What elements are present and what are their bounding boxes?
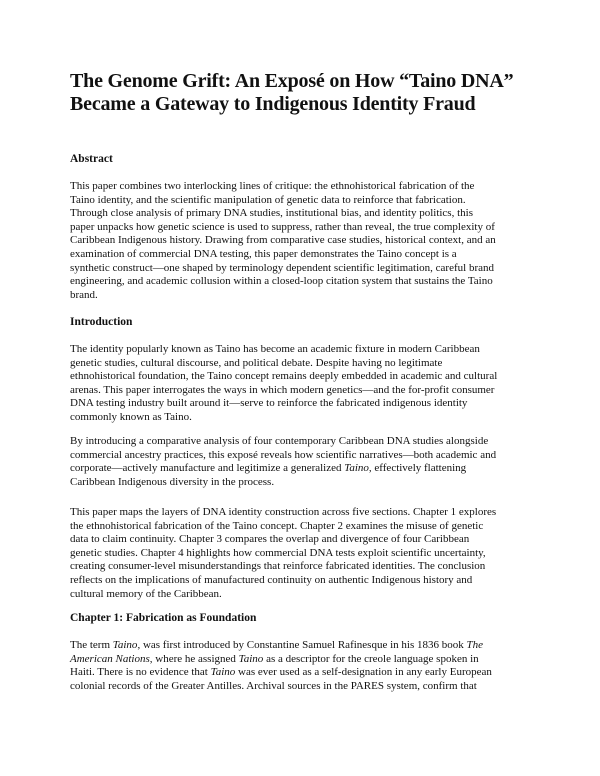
text-line: colonial records of the Greater Antilles. Archival sources in the PARES system, confirm that bbox=[70, 679, 477, 692]
text-line: ethnohistorical foundation, the Taino concept remains deeply embedded in academic and cultural bbox=[70, 370, 498, 383]
italic-book-title: American Nations, bbox=[70, 652, 153, 665]
text-line: Taino identity, and the scientific manipulation of genetic data to reinforce that fabrication. bbox=[70, 193, 466, 206]
text-run: corporate—actively manufacture and legitimize a generalized bbox=[70, 462, 345, 475]
abstract-paragraph bbox=[70, 180, 532, 302]
text-line: commercial ancestry practices, this exposé reveals how scientific narratives—both academic and bbox=[70, 448, 497, 461]
abstract-section bbox=[70, 152, 532, 166]
text-line: reflects on the implications of manufactured continuity on authentic Indigenous history and bbox=[70, 573, 473, 586]
abstract-heading: Abstract bbox=[70, 153, 113, 165]
italic-term: Taino bbox=[112, 639, 138, 651]
introduction-body-2 bbox=[70, 435, 532, 489]
text-line: genetic studies. Chapter 4 highlights how commercial DNA tests exploit scientific uncertainty, bbox=[70, 546, 486, 559]
text-line: Caribbean Indigenous history. Drawing from comparative case studies, historical context, and an bbox=[70, 234, 496, 247]
italic-book-title: The bbox=[466, 639, 483, 651]
text-line-mixed bbox=[70, 462, 532, 476]
text-line: Caribbean Indigenous diversity in the process. bbox=[70, 475, 275, 488]
text-line: By introducing a comparative analysis of four contemporary Caribbean DNA studies alongside bbox=[70, 435, 489, 447]
text-line: This paper combines two interlocking lines of critique: the ethnohistorical fabrication of the bbox=[70, 180, 475, 192]
text-line: paper unpacks how genetic science is used to suppress, rather than reveal, the true complexity of bbox=[70, 220, 495, 233]
title-line: Became a Gateway to Indigenous Identity Fraud bbox=[70, 93, 476, 115]
text-line-mixed bbox=[70, 653, 532, 667]
text-run: was ever used as a self-designation in any early European bbox=[235, 666, 492, 679]
text-run: effectively flattening bbox=[371, 462, 467, 475]
chapter1-section bbox=[70, 611, 532, 625]
introduction-section bbox=[70, 315, 532, 329]
paper-title bbox=[70, 70, 540, 116]
text-run: Haiti. There is no evidence that bbox=[70, 666, 211, 679]
text-line: brand. bbox=[70, 288, 98, 301]
text-line: the ethnohistorical fabrication of the Taino concept. Chapter 2 examines the misuse of genetic bbox=[70, 519, 484, 532]
introduction-heading: Introduction bbox=[70, 316, 133, 328]
text-line: commonly known as Taino. bbox=[70, 410, 192, 423]
text-line: DNA testing industry built around it—serve to reinforce the fabricated indigenous identity bbox=[70, 397, 468, 410]
text-line: creating consumer-level misunderstandings that reinforce fabricated identities. The conclusion bbox=[70, 560, 486, 573]
title-line: The Genome Grift: An Exposé on How “Taino DNA” bbox=[70, 70, 514, 92]
introduction-body-3 bbox=[70, 506, 532, 601]
text-line: The identity popularly known as Taino has become an academic fixture in modern Caribbean bbox=[70, 343, 480, 355]
text-line-mixed bbox=[70, 666, 532, 680]
intro-paragraph-1 bbox=[70, 343, 532, 425]
text-line: synthetic construct—one shaped by terminology dependent scientific legitimation, careful brand bbox=[70, 261, 494, 274]
intro-paragraph-2 bbox=[70, 435, 532, 489]
italic-term: Taino bbox=[210, 666, 236, 679]
text-line: genetic studies, cultural discourse, and political debate. Despite having no legitimate bbox=[70, 356, 443, 369]
abstract-body bbox=[70, 180, 532, 302]
intro-paragraph-3 bbox=[70, 506, 532, 601]
text-line-mixed bbox=[70, 639, 532, 653]
text-line: engineering, and academic collusion within a closed-loop citation system that sustains the Taino bbox=[70, 275, 493, 288]
text-line: Through close analysis of primary DNA studies, institutional bias, and identity politics, this bbox=[70, 207, 473, 220]
text-line: examination of commercial DNA testing, this paper demonstrates the Taino concept is a bbox=[70, 247, 457, 260]
text-line: arenas. This paper interrogates the ways in which modern genetics—and the for-profit consumer bbox=[70, 383, 495, 396]
text-run: as a descriptor for the creole language spoken in bbox=[263, 652, 479, 665]
introduction-body-1 bbox=[70, 343, 532, 425]
chapter1-body bbox=[70, 639, 532, 693]
text-line: data to claim continuity. Chapter 3 compares the overlap and divergence of four Caribbean bbox=[70, 533, 470, 546]
italic-term: Taino, bbox=[344, 462, 372, 475]
italic-term: Taino bbox=[238, 652, 264, 665]
text-line: This paper maps the layers of DNA identity construction across five sections. Chapter 1 explores bbox=[70, 506, 497, 518]
text-run: , was first introduced by Constantine Samuel Rafinesque in his 1836 book bbox=[137, 639, 467, 651]
text-run: The term bbox=[70, 639, 113, 651]
chapter1-heading: Chapter 1: Fabrication as Foundation bbox=[70, 612, 257, 624]
chapter1-paragraph bbox=[70, 639, 532, 693]
text-line: cultural memory of the Caribbean. bbox=[70, 587, 222, 600]
text-run: where he assigned bbox=[152, 652, 239, 665]
